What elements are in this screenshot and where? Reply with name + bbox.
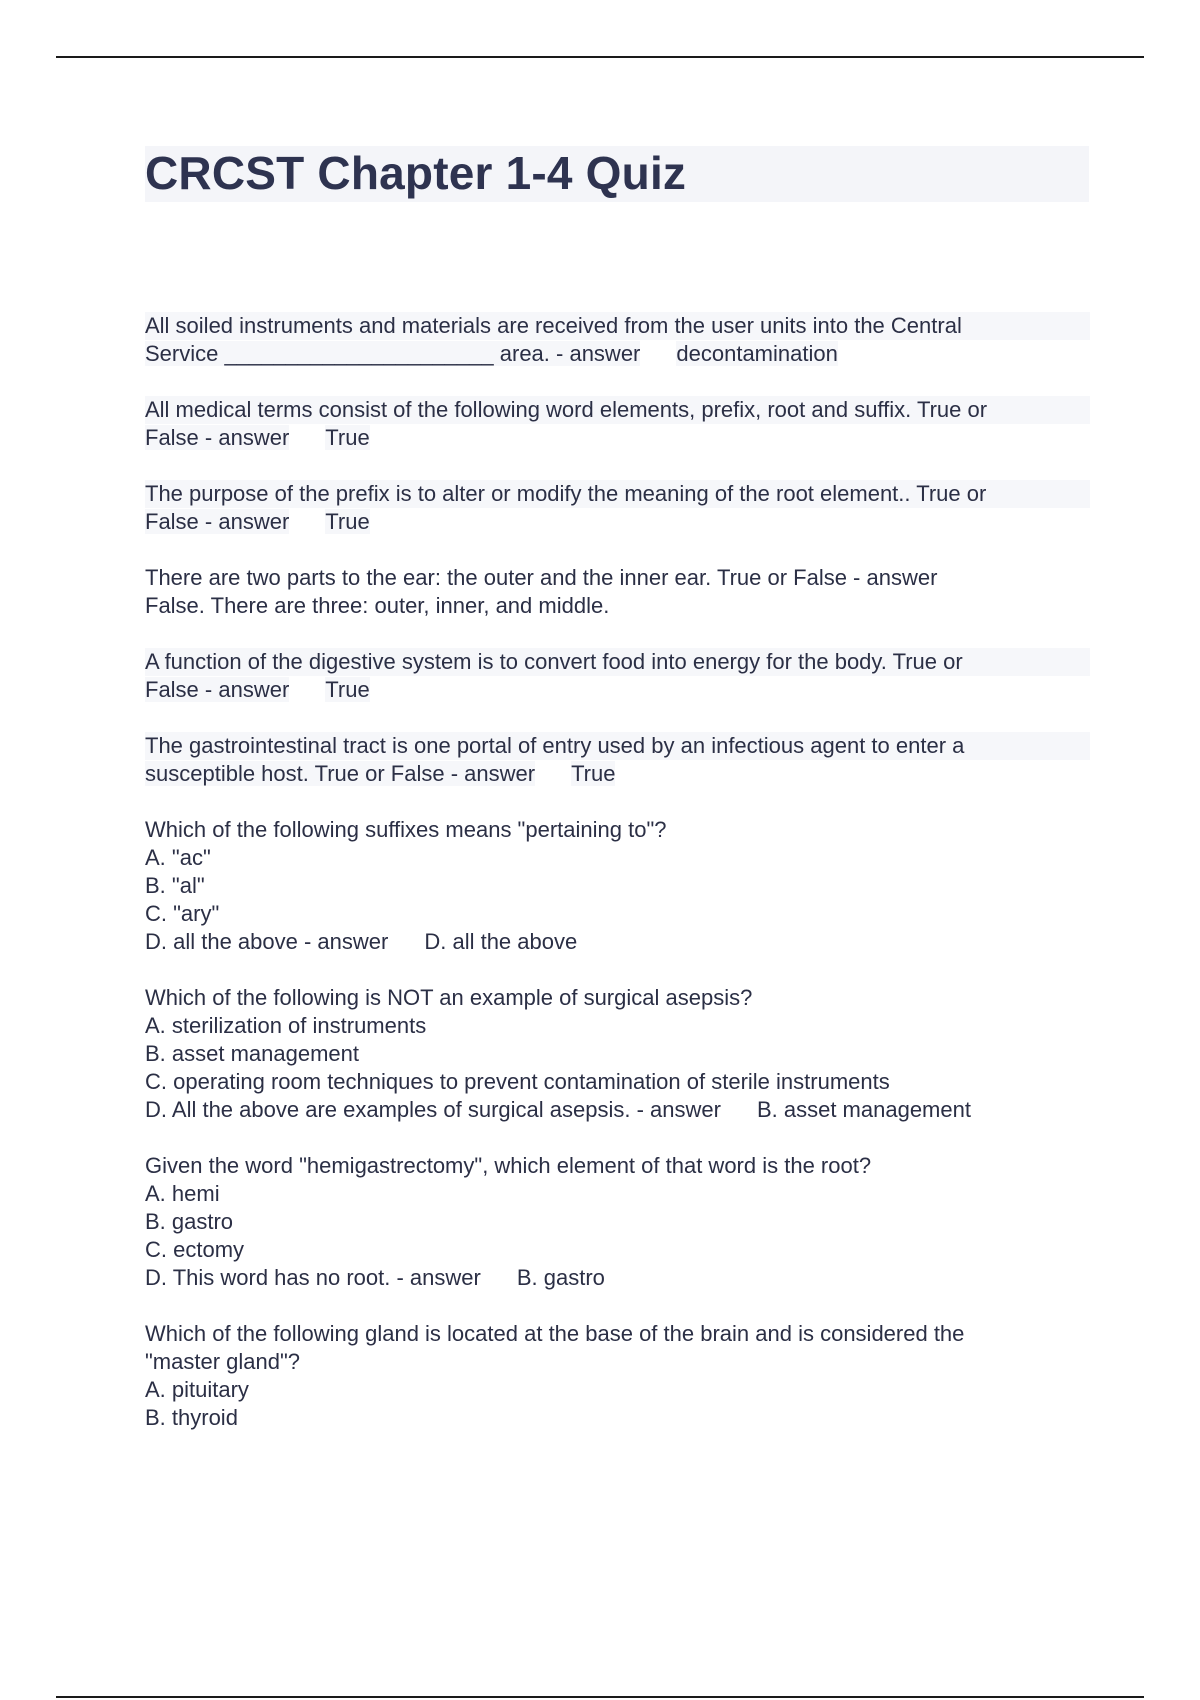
question-line: Given the word "hemigastrectomy", which element of that word is the root?	[145, 1153, 872, 1178]
option-b: B. thyroid	[145, 1405, 238, 1430]
question-item	[145, 816, 1090, 956]
question-item	[145, 312, 1090, 368]
question-line: There are two parts to the ear: the outer and the inner ear. True or False - answer	[145, 565, 938, 590]
answer-text: True	[325, 509, 370, 534]
question-line: False - answer	[145, 677, 290, 702]
answer-text: D. all the above	[424, 929, 578, 954]
answer-text: True	[571, 761, 616, 786]
question-line: "master gland"?	[145, 1349, 301, 1374]
option-d: D. All the above are examples of surgical asepsis. - answer	[145, 1097, 721, 1122]
page-title: CRCST Chapter 1-4 Quiz	[145, 147, 687, 199]
bottom-rule	[56, 1696, 1144, 1698]
question-item	[145, 1152, 1090, 1292]
question-item	[145, 648, 1090, 704]
option-c: C. operating room techniques to prevent contamination of sterile instruments	[145, 1069, 890, 1094]
question-item	[145, 564, 1090, 620]
question-line: Service ______________________ area. - answer	[145, 341, 641, 366]
question-item	[145, 1320, 1090, 1432]
question-line: susceptible host. True or False - answer	[145, 761, 536, 786]
question-line: All soiled instruments and materials are received from the user units into the Central	[145, 312, 1090, 340]
option-a: A. sterilization of instruments	[145, 1013, 427, 1038]
option-a: A. "ac"	[145, 845, 211, 870]
top-rule	[56, 56, 1144, 58]
answer-text: decontamination	[676, 341, 838, 366]
question-line: The gastrointestinal tract is one portal of entry used by an infectious agent to enter a	[145, 732, 1090, 760]
option-d: D. This word has no root. - answer	[145, 1265, 481, 1290]
option-b: B. "al"	[145, 873, 205, 898]
answer-text: B. gastro	[516, 1265, 605, 1290]
option-c: C. ectomy	[145, 1237, 245, 1262]
question-line: A function of the digestive system is to convert food into energy for the body. True or	[145, 648, 1090, 676]
question-item	[145, 984, 1090, 1124]
option-c: C. "ary"	[145, 901, 220, 926]
question-list	[145, 312, 1090, 1460]
answer-text: True	[325, 677, 370, 702]
option-d: D. all the above - answer	[145, 929, 389, 954]
question-line: The purpose of the prefix is to alter or modify the meaning of the root element.. True or	[145, 480, 1090, 508]
option-b: B. asset management	[145, 1041, 360, 1066]
question-line: Which of the following suffixes means "pertaining to"?	[145, 817, 667, 842]
question-item	[145, 732, 1090, 788]
question-line: Which of the following is NOT an example of surgical asepsis?	[145, 985, 753, 1010]
answer-text: True	[325, 425, 370, 450]
answer-text: B. asset management	[756, 1097, 971, 1122]
option-a: A. hemi	[145, 1181, 220, 1206]
answer-line: False. There are three: outer, inner, and middle.	[145, 593, 610, 618]
question-item	[145, 480, 1090, 536]
option-b: B. gastro	[145, 1209, 234, 1234]
question-line: Which of the following gland is located at the base of the brain and is considered the	[145, 1321, 965, 1346]
question-line: All medical terms consist of the following word elements, prefix, root and suffix. True or	[145, 396, 1090, 424]
question-line: False - answer	[145, 509, 290, 534]
option-a: A. pituitary	[145, 1377, 249, 1402]
question-line: False - answer	[145, 425, 290, 450]
question-item	[145, 396, 1090, 452]
